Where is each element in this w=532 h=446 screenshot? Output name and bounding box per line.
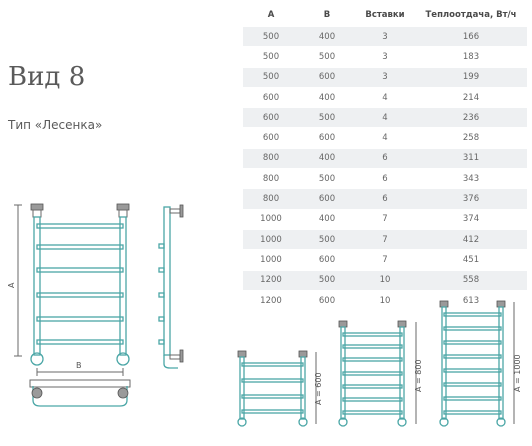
rungs: [37, 224, 123, 344]
table-cell: 10: [355, 270, 415, 290]
size-label-1000: A = 1000: [513, 354, 522, 392]
right-upright: [120, 217, 126, 355]
table-cell: 311: [415, 148, 527, 168]
table-cell: 500: [299, 108, 355, 128]
table-cell: 3: [355, 27, 415, 47]
table-cell: 500: [243, 27, 299, 47]
left-upright: [34, 217, 40, 355]
col-header-a: А: [267, 10, 275, 20]
table-cell: 600: [299, 67, 355, 87]
table-cell: 500: [299, 169, 355, 189]
table-cell: 199: [415, 67, 527, 87]
table-cell: 7: [355, 209, 415, 229]
col-header-heat-output: Теплоотдача, Вт/ч: [425, 10, 517, 20]
table-cell: 500: [243, 47, 299, 67]
table-cell: 600: [299, 189, 355, 209]
table-cell: 400: [299, 87, 355, 107]
table-cell: 4: [355, 128, 415, 148]
table-cell: 600: [243, 87, 299, 107]
variant-1000-drawing: [440, 301, 522, 426]
dimension-a-label: A: [7, 282, 16, 288]
table-cell: 6: [355, 169, 415, 189]
side-view-drawing: [159, 205, 183, 368]
table-cell: 343: [415, 169, 527, 189]
table-cell: 600: [299, 250, 355, 270]
table-cell: 1200: [243, 270, 299, 290]
table-cell: 800: [243, 148, 299, 168]
table-cell: 600: [299, 128, 355, 148]
table-cell: 600: [299, 290, 355, 310]
table-cell: 500: [299, 270, 355, 290]
table-cell: 236: [415, 108, 527, 128]
table-cell: 500: [299, 229, 355, 249]
table-cell: 500: [243, 67, 299, 87]
table-cell: 4: [355, 87, 415, 107]
size-label-600: A = 600: [314, 372, 323, 405]
table-cell: 613: [415, 290, 527, 310]
table-cell: 10: [355, 290, 415, 310]
table-cell: 183: [415, 47, 527, 67]
table-cell: 400: [299, 27, 355, 47]
variant-800-drawing: [339, 321, 423, 426]
table-cell: 3: [355, 47, 415, 67]
table-cell: 6: [355, 189, 415, 209]
table-cell: 7: [355, 250, 415, 270]
table-cell: 7: [355, 229, 415, 249]
table-cell: 500: [299, 47, 355, 67]
variant-600-drawing: [238, 351, 323, 426]
table-cell: 1000: [243, 229, 299, 249]
page-subtitle: Тип «Лесенка»: [8, 118, 103, 132]
table-cell: 451: [415, 250, 527, 270]
table-cell: 3: [355, 67, 415, 87]
table-cell: 400: [299, 148, 355, 168]
table-cell: 412: [415, 229, 527, 249]
table-cell: 376: [415, 189, 527, 209]
right-top-cap: [117, 204, 129, 210]
dimension-b-label: B: [76, 361, 82, 370]
table-cell: 600: [243, 128, 299, 148]
table-cell: 800: [243, 189, 299, 209]
table-cell: 558: [415, 270, 527, 290]
table-cell: 374: [415, 209, 527, 229]
table-cell: 6: [355, 148, 415, 168]
front-view-drawing: [7, 204, 129, 376]
left-top-cap: [31, 204, 43, 210]
table-cell: 214: [415, 87, 527, 107]
table-cell: 258: [415, 128, 527, 148]
col-header-b: В: [323, 10, 331, 20]
table-cell: 600: [243, 108, 299, 128]
size-label-800: A = 800: [414, 359, 423, 392]
page-title: Вид 8: [8, 62, 86, 92]
table-cell: 166: [415, 27, 527, 47]
col-header-inserts: Вставки: [365, 10, 405, 20]
table-cell: 400: [299, 209, 355, 229]
bottom-view-drawing: [30, 380, 130, 406]
table-cell: 4: [355, 108, 415, 128]
table-cell: 1000: [243, 209, 299, 229]
table-cell: 1200: [243, 290, 299, 310]
table-cell: 1000: [243, 250, 299, 270]
table-cell: 800: [243, 169, 299, 189]
